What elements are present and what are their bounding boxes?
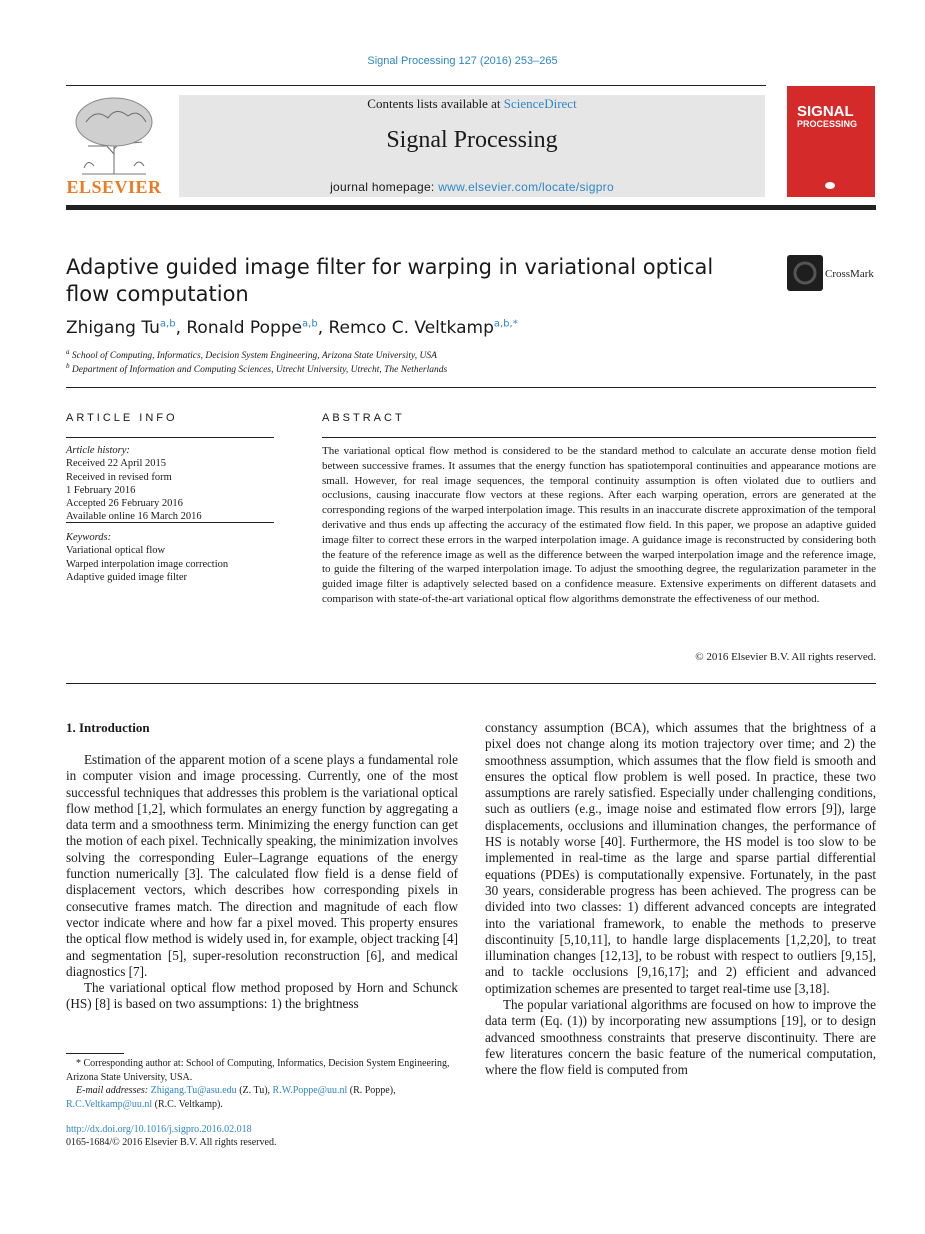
affiliation-text: Department of Information and Computing Sciences, Utrecht University, Utrecht, The Netherlands bbox=[71, 365, 448, 376]
homepage-link[interactable]: www.elsevier.com/locate/sigpro bbox=[438, 180, 614, 194]
abstract-bottom-rule bbox=[66, 683, 876, 684]
footnote-block bbox=[66, 1057, 458, 1111]
corresponding-author-note: * Corresponding author at: School of Computing, Informatics, Decision System Engineering, Arizona State University, USA. bbox=[66, 1058, 450, 1083]
elsevier-tree-icon bbox=[66, 94, 162, 178]
cover-title-line-2: PROCESSING bbox=[797, 119, 858, 129]
homepage-prefix: journal homepage: bbox=[330, 180, 439, 194]
issn-line: 0165-1684/© 2016 Elsevier B.V. All rights reserved. bbox=[66, 1137, 277, 1148]
abstract-heading: ABSTRACT bbox=[322, 412, 405, 424]
email-owner: (Z. Tu), bbox=[239, 1085, 271, 1096]
affiliation-mark: b bbox=[66, 362, 70, 370]
abstract-body: The variational optical flow method is considered to be the standard method to calculate an accurate dense motion field between successive frames. It assumes that the energy function has spatiotemporal continuities and appearance motions are small. However, for real image sequences, the temporal continuity assumption is often violated due to outliers and occlusions, causing inaccurate flow vectors at these regions. After each warping operation, errors are generated at the corresponding regions of the warped interpolation image. This results in an inaccurate discrete approximation of the temporal derivative and thus ends up affecting the accuracy of the estimated flow field. In this paper, we propose an adaptive guided image filter to correct these errors in the warped interpolation image. A guidance image is reconstructed by considering both the feature of the reference image as well as the difference between the warped interpolation image and the reference image, to guide the filtering of the warped interpolation image. To adjust the smoothing degree, the regularization parameter in the guided image filter is adaptively selected based on a confidence measure. Extensive experiments on different datasets and comparison with state-of-the-art variational optical flow algorithms demonstrate the effectiveness of our method. bbox=[322, 445, 876, 605]
email-link[interactable]: Zhigang.Tu@asu.edu bbox=[150, 1085, 237, 1096]
email-label: E-mail addresses: bbox=[76, 1085, 149, 1096]
affiliation-a bbox=[66, 348, 437, 361]
abstract-rule bbox=[322, 437, 876, 438]
footnote-rule bbox=[66, 1053, 124, 1054]
intro-paragraph: The variational optical flow method proposed by Horn and Schunck (HS) [8] is based on two assumptions: 1) the brightness bbox=[66, 980, 458, 1012]
crossmark-label: CrossMark bbox=[825, 268, 874, 280]
author-list: Zhigang Tu$^{a,b}$, Ronald Poppe$^{a,b}$, Remco C. Veltkamp$^{a,b,*}$ bbox=[66, 318, 518, 338]
sciencedirect-link[interactable]: ScienceDirect bbox=[503, 96, 577, 111]
history-line: Received 22 April 2015 bbox=[66, 458, 167, 470]
affiliation-text: School of Computing, Informatics, Decision System Engineering, Arizona State University, USA bbox=[71, 351, 437, 362]
keyword-item: Adaptive guided image filter bbox=[66, 571, 188, 583]
article-info-rule bbox=[66, 437, 274, 438]
article-info-heading: ARTICLE INFO bbox=[66, 412, 178, 424]
title-bottom-rule bbox=[66, 387, 876, 388]
doi-link[interactable]: http://dx.doi.org/10.1016/j.sigpro.2016.02.018 bbox=[66, 1124, 252, 1135]
author-affiliation-mark[interactable]: a,b bbox=[159, 318, 176, 330]
journal-reference-link[interactable]: Signal Processing 127 (2016) 253–265 bbox=[367, 55, 558, 67]
elsevier-logo bbox=[66, 94, 162, 198]
crossmark-icon bbox=[787, 255, 823, 291]
intro-paragraph: The popular variational algorithms are focused on how to improve the data term (Eq. (1)) by incorporating new assumptions [19], or to design advanced smoothness constraints that preserve discontinuity. There are few literatures concern the basic feature of the numerical computation, where the flow field is computed from bbox=[485, 997, 876, 1078]
journal-reference[interactable] bbox=[0, 55, 925, 67]
elsevier-wordmark: ELSEVIER bbox=[66, 177, 162, 197]
email-link[interactable]: R.W.Poppe@uu.nl bbox=[272, 1085, 348, 1096]
intro-left-column bbox=[66, 752, 458, 1013]
author-name[interactable]: Zhigang Tu bbox=[66, 318, 160, 338]
history-line: Available online 16 March 2016 bbox=[66, 511, 202, 523]
copyright-notice: © 2016 Elsevier B.V. All rights reserved. bbox=[695, 651, 876, 663]
homepage-line bbox=[179, 180, 765, 194]
author-name[interactable]: Ronald Poppe bbox=[186, 318, 303, 338]
section-heading-introduction: 1. Introduction bbox=[66, 720, 150, 735]
intro-right-column bbox=[485, 720, 876, 1079]
affiliation-b bbox=[66, 362, 447, 375]
keyword-item: Variational optical flow bbox=[66, 545, 166, 557]
contents-line bbox=[179, 96, 765, 112]
journal-masthead bbox=[179, 95, 765, 197]
author-affiliation-mark[interactable]: a,b,* bbox=[493, 318, 518, 330]
email-owner: (R. Poppe), bbox=[349, 1085, 396, 1096]
history-line: Accepted 26 February 2016 bbox=[66, 498, 183, 510]
header-top-rule bbox=[66, 85, 766, 86]
affiliation-mark: a bbox=[66, 348, 70, 356]
cover-title-line-1: SIGNAL bbox=[797, 103, 854, 120]
email-note bbox=[66, 1084, 458, 1111]
journal-title: Signal Processing bbox=[386, 127, 558, 153]
journal-cover-thumbnail[interactable] bbox=[787, 86, 875, 197]
email-owner: (R.C. Veltkamp). bbox=[154, 1098, 223, 1110]
author-name[interactable]: Remco C. Veltkamp bbox=[328, 318, 494, 338]
history-line: 1 February 2016 bbox=[66, 484, 136, 496]
article-history-label: Article history: bbox=[66, 445, 130, 456]
article-history bbox=[66, 444, 274, 524]
crossmark-badge[interactable] bbox=[787, 255, 877, 291]
header-thick-rule bbox=[66, 205, 876, 210]
keyword-item: Warped interpolation image correction bbox=[66, 558, 229, 570]
keywords-label: Keywords: bbox=[66, 532, 112, 543]
intro-paragraph: Estimation of the apparent motion of a scene plays a fundamental role in computer vision and image processing. Currently, one of the most successful techniques that addresses this problem is the variational optical flow method [1,2], which formulates an energy function by aggregating a data term and a smoothness term. Minimizing the energy function can get the motion of each pixel. Technically speaking, the minimization involves solving the corresponding Euler–Lagrange equations of the energy function numerically [3]. The calculated flow field is a dense field of displacement vectors, which describes how corresponding pixels in consecutive frames match. The direction and magnitude of each flow vector indicate where and how far a pixel moved. This property ensures the optical flow method is widely used in, for example, object tracking [4] and segmentation [5], super-resolution reconstruction [6], and medical diagnostics [7]. bbox=[66, 752, 458, 979]
article-title: Adaptive guided image filter for warping in variational optical flow computation bbox=[66, 255, 714, 306]
cover-emblem-icon bbox=[825, 182, 835, 189]
doi-line[interactable] bbox=[66, 1124, 252, 1135]
history-line: Received in revised form bbox=[66, 471, 172, 483]
email-link[interactable]: R.C.Veltkamp@uu.nl bbox=[66, 1098, 153, 1110]
contents-prefix: Contents lists available at bbox=[367, 96, 504, 111]
keywords-rule bbox=[66, 522, 274, 523]
author-affiliation-mark[interactable]: a,b bbox=[302, 318, 318, 330]
keywords-block bbox=[66, 531, 274, 584]
intro-paragraph: constancy assumption (BCA), which assumes that the brightness of a pixel does not change along its motion trajectory over time; and 2) the smoothness assumption, which assumes that the flow field is smooth and ensures the optical flow problem is well posed. In practice, these two assumptions are rarely satisfied. Especially under challenging conditions, such as outliers (e.g., image noise and estimated flow errors [9]), large displacements, occlusions and illumination changes, the performance of HS is notably worse [40]. Furthermore, the HS model is too slow to be implemented in real-time as the large and sparse partial differential equations (PDEs) is computationally expensive. Fortunately, in the past 30 years, considerable progress has been achieved. The progress can be divided into two classes: 1) different advanced concepts are integrated into the variational framework, to enable the methods to preserve discontinuity [5,10,11], to handle large displacements [1,2,20], to treat illumination changes [12,13], to be robust with respect to outliers [9,15], and to tackle occlusions [9,16,17]; and 2) efficient and advanced optimization schemes are presented to target real-time use [3,18]. bbox=[485, 720, 876, 996]
